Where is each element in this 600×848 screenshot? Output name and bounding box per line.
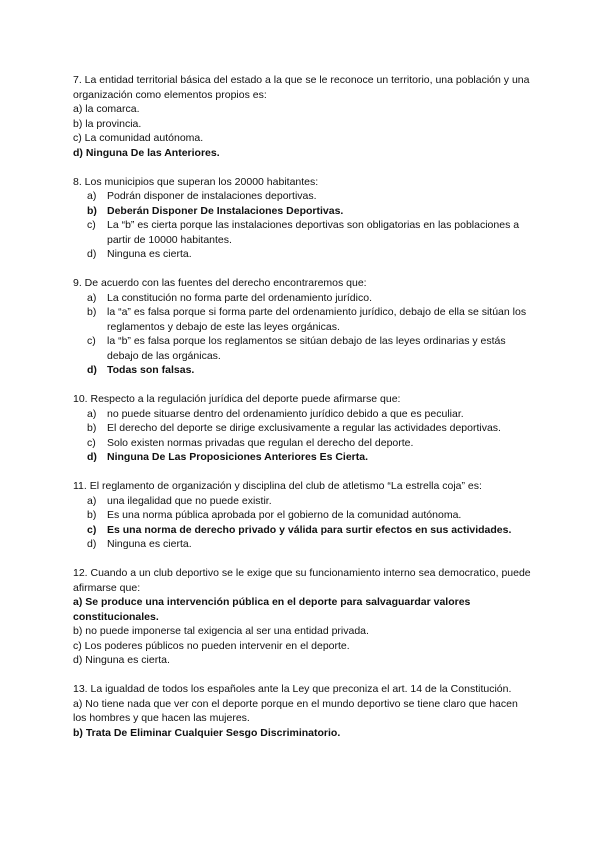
option-label: a)	[87, 494, 97, 507]
option-text: Solo existen normas privadas que regulan el derecho del deporte.	[107, 436, 414, 449]
option-label: d)	[87, 364, 97, 376]
option-list	[73, 407, 533, 465]
document-page	[73, 73, 533, 755]
option-a	[73, 494, 533, 509]
option-label: b)	[87, 422, 97, 434]
option-label: c)	[87, 436, 96, 449]
option-text: Es una norma de derecho privado y válida para surtir efectos en sus actividades.	[107, 523, 512, 536]
option-a	[73, 407, 533, 422]
option-label: c)	[87, 219, 96, 231]
option-text: Todas son falsas.	[107, 364, 195, 376]
option-text: la “a” es falsa porque si forma parte del ordenamiento jurídico, debajo de ella se sitúan los reglamentos y debajo de este las leyes orgánicas.	[107, 306, 527, 333]
question-7	[73, 73, 533, 160]
option-c: c) La comunidad autónoma.	[73, 132, 204, 144]
option-c-correct	[73, 523, 533, 538]
option-text: una ilegalidad que no puede existir.	[107, 494, 272, 507]
question-text: 13. La igualdad de todos los españoles ante la Ley que preconiza el art. 14 de la Constitución.	[73, 683, 512, 695]
option-text: Podrán disponer de instalaciones deportivas.	[107, 190, 317, 202]
option-label: d)	[87, 538, 97, 550]
option-b: b) no puede imponerse tal exigencia al ser una entidad privada.	[73, 625, 369, 637]
option-label: c)	[87, 335, 96, 347]
option-a	[73, 291, 533, 306]
question-9	[73, 276, 533, 378]
option-a	[73, 189, 533, 204]
option-a: a) la comarca.	[73, 103, 140, 115]
option-label: d)	[87, 248, 97, 260]
option-text: Ninguna es cierta.	[107, 248, 192, 260]
option-a: a) No tiene nada que ver con el deporte porque en el mundo deportivo se tiene claro que hacen los hombres y que hacen las mujeres.	[73, 697, 518, 724]
option-text: Ninguna De Las Proposiciones Anteriores Es Cierta.	[107, 451, 369, 463]
option-b	[73, 421, 533, 436]
option-label: c)	[87, 523, 97, 536]
option-label: d)	[87, 451, 97, 463]
question-text: 12. Cuando a un club deportivo se le exige que su funcionamiento interno sea democratico, puede afirmarse que:	[73, 567, 531, 594]
question-text: 11. El reglamento de organización y disciplina del club de atletismo “La estrella coja” es:	[73, 480, 482, 492]
option-label: b)	[87, 509, 97, 521]
question-12	[73, 566, 533, 668]
option-d	[73, 537, 533, 552]
option-c	[73, 334, 533, 363]
option-d: d) Ninguna es cierta.	[73, 654, 170, 666]
option-b	[73, 305, 533, 334]
option-list	[73, 189, 533, 262]
question-8	[73, 175, 533, 262]
option-label: a)	[87, 291, 97, 304]
question-text: 9. De acuerdo con las fuentes del derecho encontraremos que:	[73, 277, 367, 289]
option-list	[73, 291, 533, 378]
option-text: la “b” es falsa porque los reglamentos se sitúan debajo de las leyes ordinarias y estás debajo de las orgánicas.	[107, 335, 506, 362]
option-text: Deberán Disponer De Instalaciones Deportivas.	[107, 204, 344, 217]
question-text: 8. Los municipios que superan los 20000 habitantes:	[73, 175, 319, 188]
option-label: a)	[87, 407, 97, 420]
option-d-correct	[73, 450, 533, 465]
option-b	[73, 508, 533, 523]
option-label: b)	[87, 204, 97, 217]
option-c	[73, 436, 533, 451]
option-b-correct	[73, 204, 533, 219]
option-b-correct: b) Trata De Eliminar Cualquier Sesgo Discriminatorio.	[73, 726, 341, 739]
option-list	[73, 494, 533, 552]
option-d-correct: d) Ninguna De las Anteriores.	[73, 146, 220, 159]
option-text: Es una norma pública aprobada por el gobierno de la comunidad autónoma.	[107, 509, 462, 521]
option-text: La “b” es cierta porque las instalaciones deportivas son obligatorias en las poblaciones a partir de 10000 habitantes.	[107, 219, 520, 246]
option-text: Ninguna es cierta.	[107, 538, 192, 550]
option-c	[73, 218, 533, 247]
option-label: a)	[87, 190, 97, 202]
option-c: c) Los poderes públicos no pueden intervenir en el deporte.	[73, 639, 350, 652]
question-text: 10. Respecto a la regulación jurídica del deporte puede afirmarse que:	[73, 393, 401, 405]
question-11	[73, 479, 533, 552]
question-13	[73, 682, 533, 740]
option-a-correct: a) Se produce una intervención pública en el deporte para salvaguardar valores constitucionales.	[73, 596, 471, 623]
question-text: 7. La entidad territorial básica del estado a la que se le reconoce un territorio, una población y una organización como elementos propios es:	[73, 74, 530, 101]
option-text: El derecho del deporte se dirige exclusivamente a regular las actividades deportivas.	[107, 422, 501, 434]
option-text: no puede situarse dentro del ordenamiento jurídico debido a que es peculiar.	[107, 407, 464, 420]
option-d	[73, 247, 533, 262]
option-label: b)	[87, 306, 97, 318]
option-text: La constitución no forma parte del ordenamiento jurídico.	[107, 291, 372, 304]
option-b: b) la provincia.	[73, 117, 142, 130]
question-10	[73, 392, 533, 465]
option-d-correct	[73, 363, 533, 378]
